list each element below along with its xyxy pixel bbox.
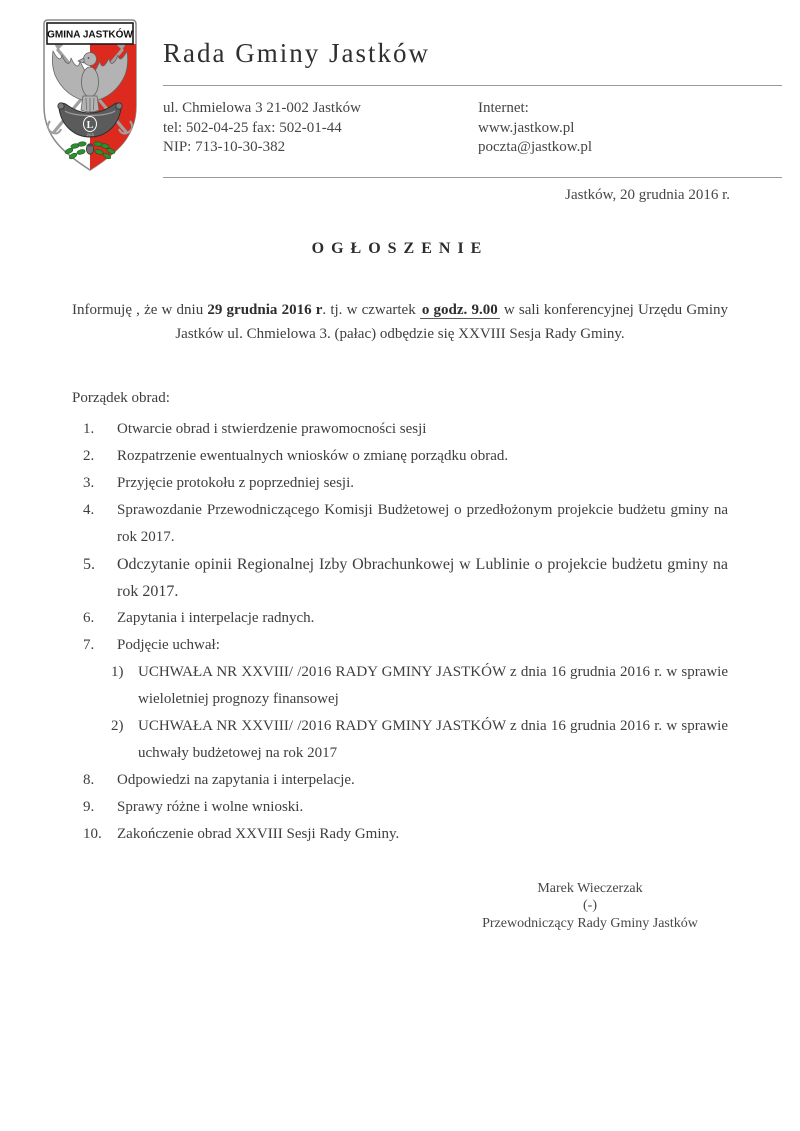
agenda-item-3 [72, 470, 728, 497]
agenda-item-number: 3. [83, 474, 95, 491]
signatory-role: Przewodniczący Rady Gminy Jastków [482, 915, 698, 931]
agenda-item-text: Zapytania i interpelacje radnych. [117, 609, 315, 626]
agenda-item-6 [72, 605, 728, 632]
agenda-item-text: Zakończenie obrad XXVIII Sesji Rady Gminy. [117, 825, 400, 842]
agenda-item-number: 1) [111, 663, 124, 680]
email-text: poczta@jastkow.pl [478, 139, 593, 155]
internet-label: Internet: [478, 100, 529, 116]
intro-session-date: 29 grudnia 2016 r [207, 301, 323, 318]
agenda-item-7 [72, 632, 728, 659]
contact-internet-column [478, 99, 782, 158]
crest-monogram: L [86, 120, 94, 131]
agenda-list [72, 416, 728, 848]
agenda-item-text: Odczytanie opinii Regionalnej Izby Obrachunkowej w Lublinie o projekcie budżetu gminy na rok 2017. [117, 555, 728, 600]
agenda-item-8 [72, 767, 728, 794]
document-title: OGŁOSZENIE [311, 239, 489, 257]
agenda-item-number: 2. [83, 447, 95, 464]
agenda-item-number: 1. [83, 420, 95, 437]
acorn-icon [86, 144, 93, 154]
intro-session-time: o godz. 9.00 [421, 301, 498, 318]
agenda-item-text: Przyjęcie protokołu z poprzedniej sesji. [117, 474, 355, 491]
agenda-item-1 [72, 416, 728, 443]
agenda-item-number: 2) [111, 717, 124, 734]
crest-banner-label: GMINA JASTKÓW [47, 29, 133, 41]
agenda-item-number: 4. [83, 501, 95, 518]
letterhead-divider-top [163, 85, 782, 86]
agenda-item-text: Sprawozdanie Przewodniczącego Komisji Budżetowej o przedłożonym projekcie budżetu gminy na rok 2017. [117, 501, 728, 545]
agenda-item-number: 5. [83, 555, 95, 573]
agenda-item-text: UCHWAŁA NR XXVIII/ /2016 RADY GMINY JASTKÓW z dnia 16 grudnia 2016 r. w sprawie wieloletniej prognozy finansowej [138, 663, 728, 707]
letterhead-divider-bottom [163, 177, 782, 178]
agenda-item-text: Sprawy różne i wolne wnioski. [117, 798, 304, 815]
agenda-item-number: 6. [83, 609, 95, 626]
agenda-item-9 [72, 794, 728, 821]
agenda-item-2 [72, 443, 728, 470]
intro-text-1: Informuję , że w dniu [72, 301, 208, 318]
address-line: ul. Chmielowa 3 21-002 Jastków [163, 100, 361, 116]
signatory-name: Marek Wieczerzak [537, 880, 643, 896]
letterhead [163, 0, 782, 204]
agenda-item-text: Podjęcie uchwał: [117, 636, 220, 653]
agenda-item-text: Rozpatrzenie ewentualnych wniosków o zmianę porządku obrad. [117, 447, 509, 464]
agenda-item-text: Otwarcie obrad i stwierdzenie prawomocności sesji [117, 420, 427, 437]
agenda-item-number: 10. [83, 825, 102, 842]
crest-banner [47, 23, 133, 44]
agenda-subitem-7-1 [72, 659, 728, 713]
agenda-heading: Porządek obrad: [72, 389, 170, 406]
agenda-item-number: 7. [83, 636, 95, 653]
agenda-item-4 [72, 497, 728, 551]
signature-mark: (-) [583, 898, 597, 913]
gmina-jastkow-coat-of-arms [40, 18, 140, 172]
nip-line: NIP: 713-10-30-382 [163, 139, 286, 155]
agenda-item-number: 9. [83, 798, 95, 815]
agenda-item-text: UCHWAŁA NR XXVIII/ /2016 RADY GMINY JASTKÓW z dnia 16 grudnia 2016 r. w sprawie uchwały budżetowej na rok 2017 [138, 717, 728, 761]
signature-block [440, 880, 740, 933]
contact-block [163, 99, 782, 158]
agenda-item-10 [72, 821, 728, 848]
intro-text-3: w sali konferencyjnej Urzędu Gminy Jastków ul. Chmielowa 3. (pałac) odbędzie się XXVIII Sesja Rady Gminy. [175, 301, 728, 342]
organization-name: Rada Gminy Jastków [163, 38, 430, 68]
agenda-item-text: Odpowiedzi na zapytania i interpelacje. [117, 771, 355, 788]
intro-text-2: . tj. w czwartek [322, 301, 420, 318]
agenda-item-number: 8. [83, 771, 95, 788]
phone-fax-line: tel: 502-04-25 fax: 502-01-44 [163, 119, 342, 136]
agenda-subitem-7-2 [72, 713, 728, 767]
website-text: www.jastkow.pl [478, 119, 575, 136]
agenda-item-5 [72, 551, 728, 605]
crest-year: 1915 [86, 132, 94, 137]
contact-address-column [163, 99, 478, 158]
intro-paragraph [72, 298, 728, 346]
date-line: Jastków, 20 grudnia 2016 r. [565, 186, 730, 203]
